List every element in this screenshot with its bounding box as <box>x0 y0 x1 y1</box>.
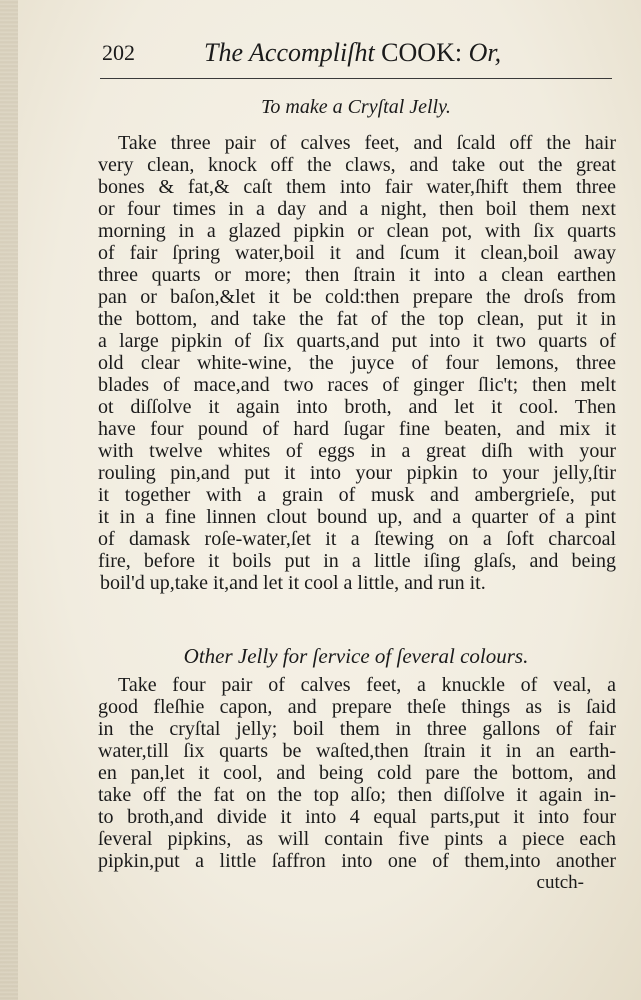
text-line: good fleſhie capon, and prepare theſe things as is ſaid <box>98 696 616 718</box>
text-line: three quarts or more; then ſtrain it into a clean earthen <box>98 264 616 286</box>
running-title-end: Or, <box>468 38 502 67</box>
running-title <box>204 38 501 68</box>
header-rule <box>100 78 612 79</box>
text-line: with twelve whites of eggs in a great diſh with your <box>98 440 616 462</box>
text-line: rouling pin,and put it into your pipkin to your jelly,ſtir <box>98 462 616 484</box>
page-number: 202 <box>102 40 135 65</box>
running-title-italic: The Accompliſht <box>204 38 375 67</box>
recipe-heading-other-jelly: Other Jelly for ſervice of ſeveral colours. <box>183 644 529 668</box>
text-line: morning in a glazed pipkin or clean pot, with ſix quarts <box>98 220 616 242</box>
text-line: it together with a grain of musk and ambergrieſe, put <box>98 484 616 506</box>
text-line: of damask roſe-water,ſet it a ſtewing on a ſoft charcoal <box>98 528 616 550</box>
text-line: have four pound of hard ſugar fine beaten, and mix it <box>98 418 616 440</box>
text-line: ſeveral pipkins, as will contain five pints a piece each <box>98 828 616 850</box>
recipe-heading-crystal-jelly: To make a Cryſtal Jelly. <box>261 96 451 118</box>
text-line: ot diſſolve it again into broth, and let it cool. Then <box>98 396 616 418</box>
text-line: fire, before it boils put in a little iſing glaſs, and being <box>98 550 616 572</box>
text-line: en pan,let it cool, and being cold pare the bottom, and <box>98 762 616 784</box>
text-line: in the cryſtal jelly; boil them in three gallons of fair <box>98 718 616 740</box>
text-line: Take four pair of calves feet, a knuckle of veal, a <box>118 674 616 696</box>
text-line: Take three pair of calves feet, and ſcald off the hair <box>118 132 616 154</box>
text-line: water,till ſix quarts be waſted,then ſtrain it in an earth- <box>98 740 616 762</box>
text-line: take off the fat on the top alſo; then diſſolve it again in- <box>98 784 616 806</box>
text-line: to broth,and divide it into 4 equal parts,put it into four <box>98 806 616 828</box>
text-line: pan or baſon,&let it be cold:then prepare the droſs from <box>98 286 616 308</box>
running-header <box>100 38 612 78</box>
text-line: old clear white-wine, the juyce of four lemons, three <box>98 352 616 374</box>
text-line: very clean, knock off the claws, and take out the great <box>98 154 616 176</box>
text-line: bones & fat,& caſt them into fair water,ſhift them three <box>98 176 616 198</box>
page-gutter <box>0 0 18 1000</box>
catchword: cutch- <box>536 872 584 893</box>
text-line: pipkin,put a little ſaffron into one of them,into another <box>98 850 616 872</box>
text-line: boil'd up,take it,and let it cool a little, and run it. <box>100 572 486 594</box>
text-line: blades of mace,and two races of ginger ſlic't; then melt <box>98 374 616 396</box>
text-line: a large pipkin of ſix quarts,and put into it two quarts of <box>98 330 616 352</box>
text-line: or four times in a day and a night, then boil them next <box>98 198 616 220</box>
text-line: it in a fine linnen clout bound up, and a quarter of a pint <box>98 506 616 528</box>
running-title-caps: COOK: <box>374 38 469 67</box>
text-line: the bottom, and take the fat of the top clean, put it in <box>98 308 616 330</box>
text-line: of fair ſpring water,boil it and ſcum it clean,boil away <box>98 242 616 264</box>
